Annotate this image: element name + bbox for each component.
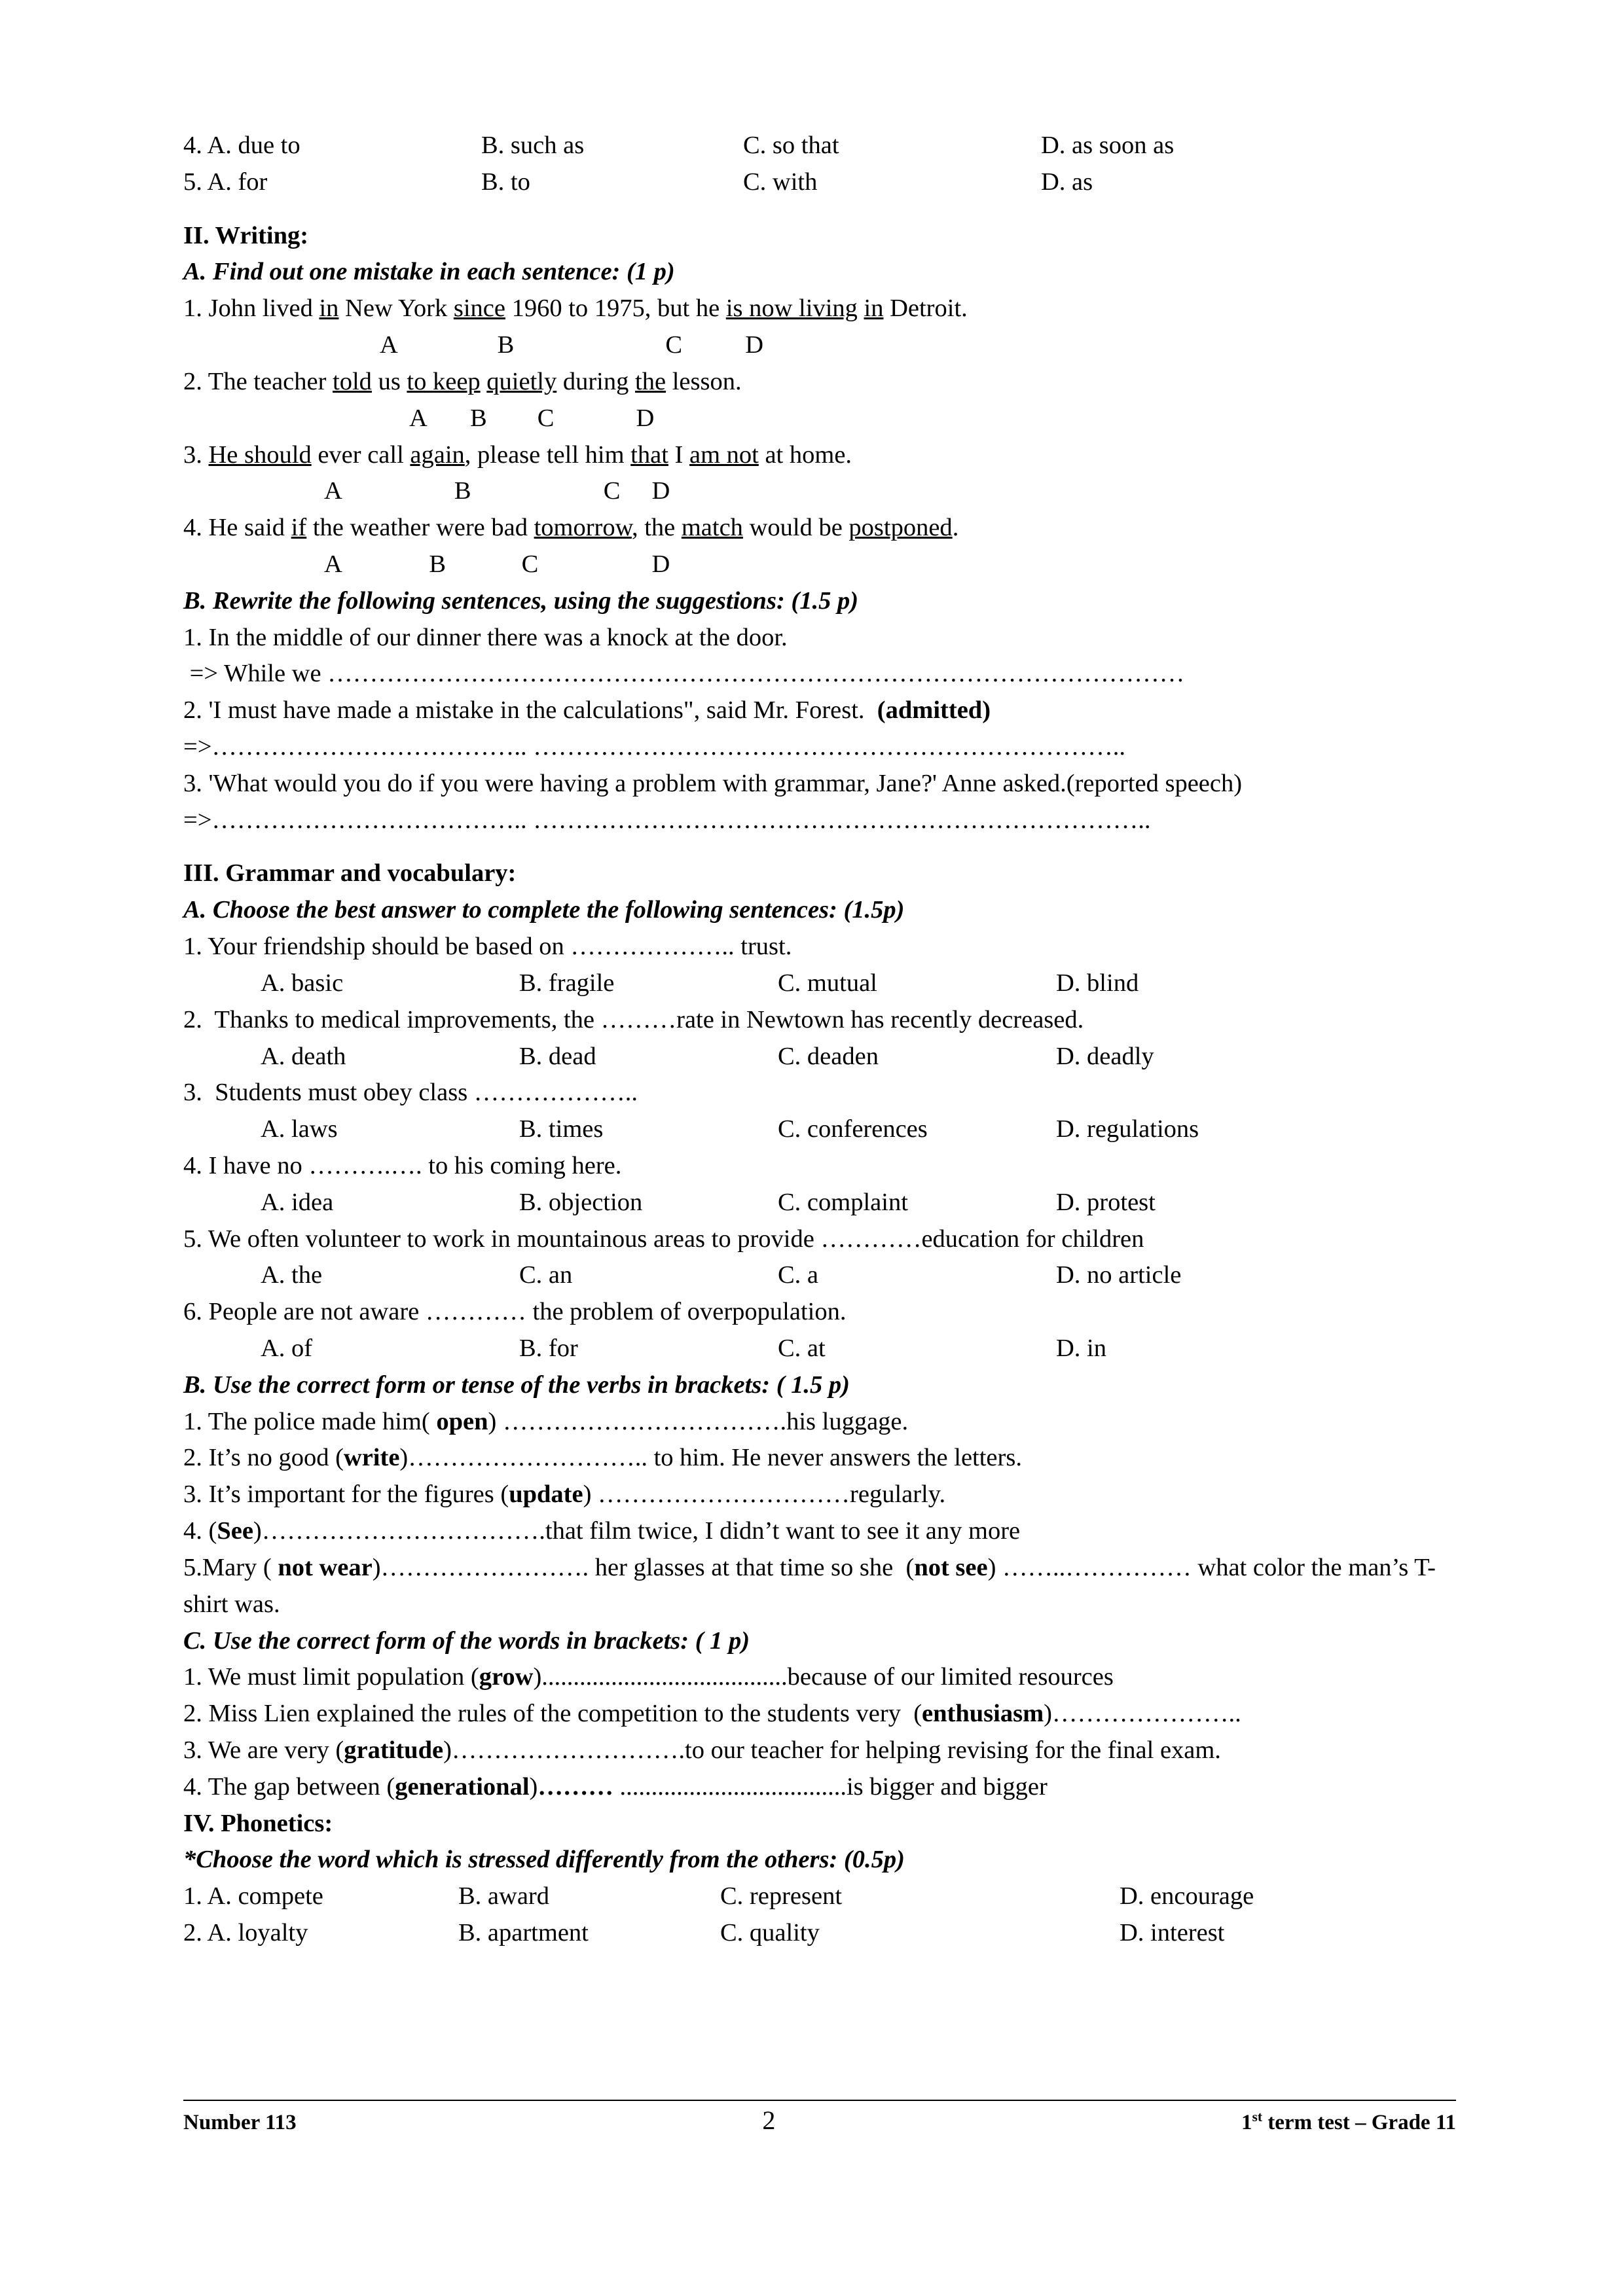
grammar-a-question-5 — [183, 1221, 1456, 1295]
writing-a-item-3: 3. He should ever call again, please tell him that I am not at home. A B C D — [183, 437, 1456, 511]
mcq-row-4 — [183, 128, 1456, 164]
grammar-a-q4-option-b: B. objection — [519, 1188, 643, 1216]
grammar-a-question-2-stem: 2. Thanks to medical improvements, the ………rate in Newtown has recently decreased. — [183, 1005, 1084, 1033]
grammar-a-q6-option-a: A. of — [261, 1335, 313, 1362]
section-heading-writing: II. Writing: — [183, 221, 309, 249]
phonetics-1-number: 1. — [183, 1882, 202, 1910]
grammar-b-item-1[interactable]: 1. The police made him( open) …………………………….his luggage. — [183, 1407, 909, 1435]
mcq-5-number: 5. — [183, 168, 202, 196]
grammar-a-question-2 — [183, 1002, 1456, 1075]
grammar-a-q1-option-c: C. mutual — [778, 969, 877, 997]
grammar-a-q4-option-c: C. complaint — [778, 1188, 908, 1216]
writing-part-b-heading: B. Rewrite the following sentences, using the suggestions: (1.5 p) — [183, 586, 859, 615]
grammar-a-question-3-stem: 3. Students must obey class ……………….. — [183, 1079, 638, 1107]
grammar-a-question-3 — [183, 1075, 1456, 1148]
writing-a-item-1: 1. John lived in New York since 1960 to 1975, but he is now living in Detroit. A B C D — [183, 291, 1456, 364]
grammar-a-q5-option-d: D. no article — [1056, 1261, 1182, 1289]
writing-a-item-4-marks: A B C D — [324, 550, 670, 578]
grammar-a-q1-option-d: D. blind — [1056, 969, 1139, 997]
grammar-b-item-5[interactable]: 5.Mary ( not wear)……………………. her glasses at that time so she (not see) ……..…………… what color the man’s T-shirt was. — [183, 1553, 1436, 1618]
grammar-a-q2-option-c: C. deaden — [778, 1042, 879, 1070]
page-footer — [183, 2100, 1456, 2136]
grammar-a-question-4-stem: 4. I have no ……….…. to his coming here. — [183, 1151, 622, 1179]
mcq-row-5 — [183, 164, 1456, 201]
grammar-c-item-3[interactable]: 3. We are very (gratitude)……………………….to our teacher for helping revising for the final exam. — [183, 1736, 1221, 1764]
grammar-c-item-1[interactable]: 1. We must limit population (grow).......................................because of our limited resources — [183, 1663, 1114, 1691]
writing-b-answer-1[interactable]: => While we ………………………………………………………………………………………… — [183, 660, 1185, 688]
footer-number-label: Number 113 — [183, 2111, 297, 2134]
grammar-a-q4-option-a: A. idea — [261, 1188, 334, 1216]
phonetics-2-option-a: A. loyalty — [207, 1919, 308, 1946]
grammar-a-q6-option-b: B. for — [519, 1335, 578, 1362]
grammar-a-question-1-stem: 1. Your friendship should be based on ……………….. trust. — [183, 933, 792, 961]
writing-part-a-heading: A. Find out one mistake in each sentence: (1 p) — [183, 258, 675, 286]
mcq-4-option-d: D. as soon as — [1041, 132, 1175, 159]
grammar-a-question-6-stem: 6. People are not aware ………… the problem of overpopulation. — [183, 1298, 847, 1326]
mcq-4-number: 4. — [183, 132, 202, 159]
mcq-5-option-a: A. for — [207, 168, 268, 196]
phonetics-2-number: 2. — [183, 1919, 202, 1946]
phonetics-row-1 — [183, 1878, 1456, 1915]
grammar-a-q1-option-a: A. basic — [261, 969, 344, 997]
mcq-5-option-b: B. to — [481, 168, 530, 196]
grammar-a-q5-option-c: C. a — [778, 1261, 819, 1289]
phonetics-2-option-c: C. quality — [720, 1919, 820, 1946]
grammar-a-q1-option-b: B. fragile — [519, 969, 615, 997]
phonetics-2-option-b: B. apartment — [458, 1919, 589, 1946]
phonetics-row-2 — [183, 1915, 1456, 1952]
phonetics-sub-heading: *Choose the word which is stressed differently from the others: (0.5p) — [183, 1846, 905, 1874]
phonetics-1-option-c: C. represent — [720, 1882, 843, 1910]
phonetics-1-option-d: D. encourage — [1120, 1882, 1254, 1910]
grammar-b-item-4[interactable]: 4. (See)…………………………….that film twice, I didn’t want to see it any more — [183, 1517, 1021, 1545]
page-number: 2 — [762, 2106, 776, 2135]
writing-b-item-3: 3. 'What would you do if you were having a problem with grammar, Jane?' Anne asked.(reported speech) — [183, 769, 1243, 797]
grammar-a-question-5-stem: 5. We often volunteer to work in mountainous areas to provide …………education for children — [183, 1225, 1144, 1253]
grammar-a-q3-option-d: D. regulations — [1056, 1115, 1199, 1143]
writing-b-item-1: 1. In the middle of our dinner there was a knock at the door. — [183, 623, 788, 651]
document-body — [183, 128, 1456, 1952]
writing-a-item-3-marks: A B C D — [324, 477, 670, 505]
grammar-a-question-6 — [183, 1294, 1456, 1367]
grammar-a-q2-option-a: A. death — [261, 1042, 346, 1070]
grammar-part-b-heading: B. Use the correct form or tense of the verbs in brackets: ( 1.5 p) — [183, 1371, 850, 1399]
grammar-b-item-2[interactable]: 2. It’s no good (write)……………………….. to him. He never answers the letters. — [183, 1444, 1022, 1472]
phonetics-2-option-d: D. interest — [1120, 1919, 1225, 1946]
writing-a-item-4: 4. He said if the weather were bad tomorrow, the match would be postponed. A B C D — [183, 510, 1456, 583]
phonetics-1-option-a: A. compete — [207, 1882, 323, 1910]
grammar-a-q3-option-a: A. laws — [261, 1115, 338, 1143]
writing-b-answer-3[interactable]: =>……………………………….. ……………………………………………………………….. — [183, 806, 1151, 834]
grammar-b-item-3[interactable]: 3. It’s important for the figures (update) …………………………regularly. — [183, 1480, 946, 1509]
section-heading-phonetics: IV. Phonetics: — [183, 1809, 333, 1837]
mcq-5-option-d: D. as — [1041, 168, 1093, 196]
mcq-4-option-b: B. such as — [481, 132, 585, 159]
grammar-a-q5-option-a: A. the — [261, 1261, 323, 1289]
grammar-a-q3-option-c: C. conferences — [778, 1115, 928, 1143]
grammar-a-q5-option-b: C. an — [519, 1261, 573, 1289]
grammar-c-item-2[interactable]: 2. Miss Lien explained the rules of the competition to the students very (enthusiasm)………………….. — [183, 1700, 1241, 1728]
writing-a-item-1-marks: A B C D — [380, 331, 764, 359]
mcq-5-option-c: C. with — [743, 168, 818, 196]
mcq-4-option-c: C. so that — [743, 132, 839, 159]
section-heading-grammar: III. Grammar and vocabulary: — [183, 859, 517, 888]
mcq-4-option-a: A. due to — [207, 132, 301, 159]
writing-b-item-2: 2. 'I must have made a mistake in the calculations", said Mr. Forest. (admitted) — [183, 696, 991, 725]
grammar-a-question-1 — [183, 929, 1456, 1002]
writing-a-item-2: 2. The teacher told us to keep quietly during the lesson. A B C D — [183, 364, 1456, 437]
grammar-a-question-4 — [183, 1148, 1456, 1221]
footer-test-label: 1st term test – Grade 11 — [1241, 2109, 1457, 2134]
grammar-a-q2-option-b: B. dead — [519, 1042, 596, 1070]
grammar-a-q6-option-c: C. at — [778, 1335, 826, 1362]
grammar-part-a-heading: A. Choose the best answer to complete the following sentences: (1.5p) — [183, 896, 905, 924]
grammar-a-q2-option-d: D. deadly — [1056, 1042, 1154, 1070]
phonetics-1-option-b: B. award — [458, 1882, 549, 1910]
grammar-part-c-heading: C. Use the correct form of the words in brackets: ( 1 p) — [183, 1626, 750, 1655]
grammar-a-q4-option-d: D. protest — [1056, 1188, 1156, 1216]
grammar-c-item-4[interactable]: 4. The gap between (generational)……… ....................................is bigger and bigger — [183, 1772, 1048, 1801]
writing-a-item-2-marks: A B C D — [409, 404, 655, 432]
grammar-a-q6-option-d: D. in — [1056, 1335, 1106, 1362]
grammar-a-q3-option-b: B. times — [519, 1115, 604, 1143]
writing-b-answer-2[interactable]: =>……………………………….. …………………………………………………………….. — [183, 733, 1126, 761]
